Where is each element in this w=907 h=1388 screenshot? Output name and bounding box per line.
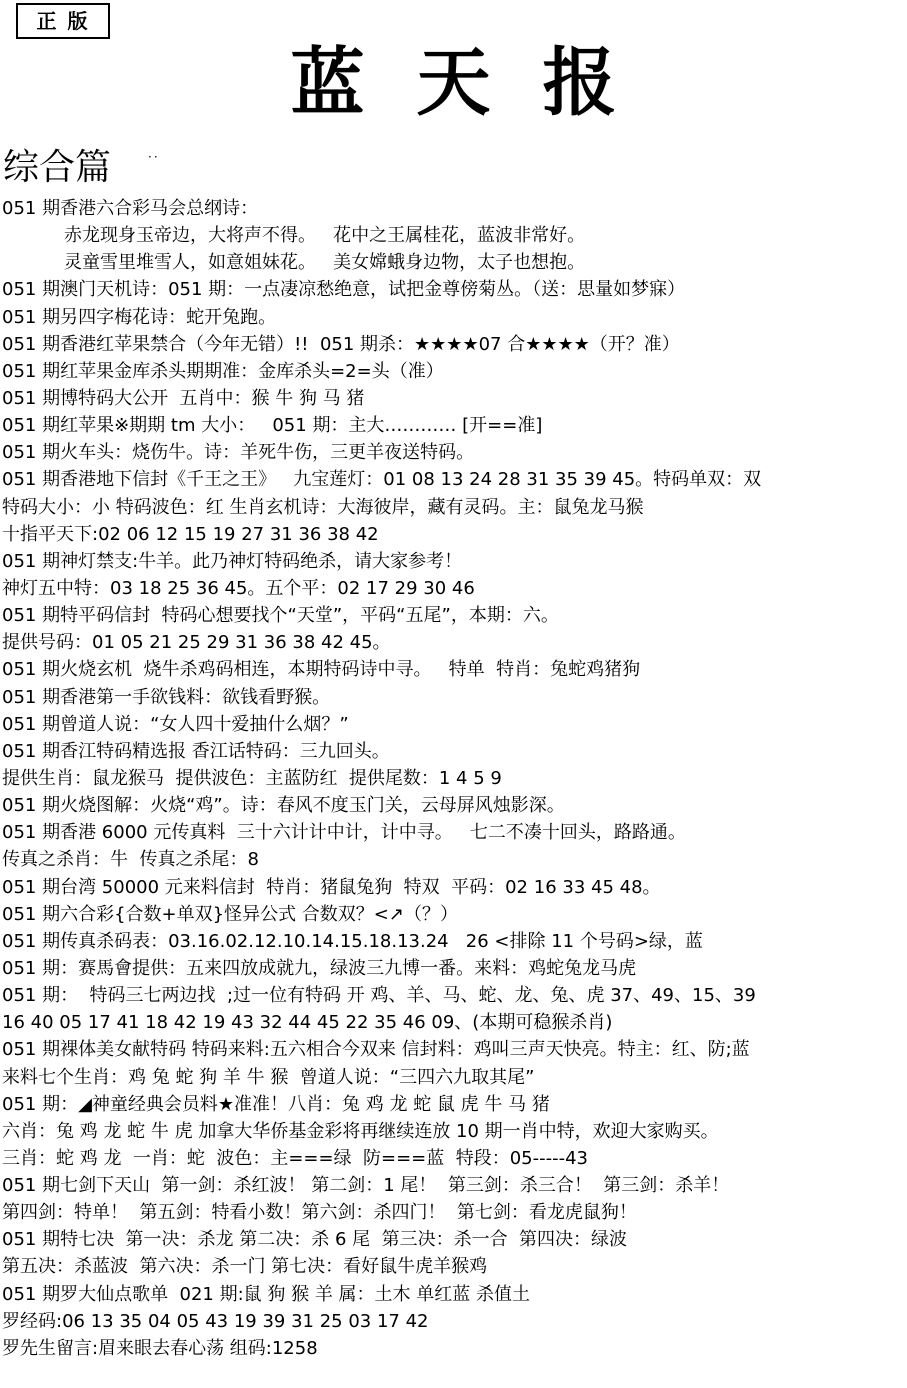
text-line: 051 期澳门天机诗：051 期：一点凄凉愁绝意，试把金尊傍菊丛。（送：思量如梦寐） <box>2 279 686 301</box>
text-line: 罗先生留言:眉来眼去春心荡 组码:1258 <box>2 1337 318 1359</box>
text-line: 提供号码：01 05 21 25 29 31 36 38 42 45。 <box>2 632 391 654</box>
text-line: 051 期另四字梅花诗：蛇开兔跑。 <box>2 306 277 328</box>
text-line: 特码大小：小 特码波色：红 生肖玄机诗：大海彼岸，藏有灵码。主：鼠兔龙马猴 <box>2 496 644 518</box>
text-line: 十指平天下:02 06 12 15 19 27 31 36 38 42 <box>2 523 379 545</box>
edition-badge: 正 版 <box>16 3 110 39</box>
text-line: 051 期七剑下天山 第一剑：杀红波！ 第二剑：1 尾！ 第三剑：杀三合！ 第三剑：杀羊！ <box>2 1175 730 1197</box>
text-line: 051 期特平码信封 特码心想要找个“天堂”，平码“五尾”，本期：六。 <box>2 605 559 627</box>
text-line: 051 期六合彩{合数+单双}怪异公式 合数双？<↗（？） <box>2 903 458 925</box>
text-line: 051 期台湾 50000 元来料信封 特肖：猪鼠兔狗 特双 平码：02 16 33 45 48。 <box>2 876 661 898</box>
text-line: 提供生肖：鼠龙猴马 提供波色：主蓝防红 提供尾数：1 4 5 9 <box>2 767 502 789</box>
text-line: 051 期特七决 第一决：杀龙 第二决：杀 6 尾 第三决：杀一合 第四决：绿波 <box>2 1229 628 1251</box>
text-line: 051 期火烧玄机 烧牛杀鸡码相连，本期特码诗中寻。 特单 特肖：兔蛇鸡猪狗 <box>2 659 641 681</box>
text-line: 051 期博特码大公开 五肖中：猴 牛 狗 马 猪 <box>2 387 365 409</box>
text-line: 051 期：◢神童经典会员料★准准！八肖：兔 鸡 龙 蛇 鼠 虎 牛 马 猪 <box>2 1093 550 1115</box>
text-line: 051 期红苹果金库杀头期期准：金库杀头=2=头（准） <box>2 360 444 382</box>
text-line: 051 期裸体美女献特码 特码来料:五六相合今双来 信封料：鸡叫三声天快亮。特主：红、防;蓝 <box>2 1039 750 1061</box>
text-line: 051 期香江特码精选报 香江话特码：三九回头。 <box>2 740 390 762</box>
text-line: 第四剑：特单！ 第五剑：特看小数！第六剑：杀四门！ 第七剑：看龙虎鼠狗！ <box>2 1202 637 1224</box>
text-line: 051 期：赛馬會提供：五来四放成就九，绿波三九博一番。来料：鸡蛇兔龙马虎 <box>2 957 637 979</box>
text-line: 051 期： 特码三七两边找 ;过一位有特码 开 鸡、羊、马、蛇、龙、兔、虎 37、49、15、39 <box>2 985 756 1007</box>
text-line: 灵童雪里堆雪人，如意姐妹花。 美女嫦蛾身边物，太子也想抱。 <box>64 252 586 274</box>
text-line: 051 期神灯禁支:牛羊。此乃神灯特码绝杀，请大家参考！ <box>2 550 463 572</box>
text-line: 来料七个生肖：鸡 兔 蛇 狗 羊 牛 猴 曾道人说：“三四六九取其尾” <box>2 1066 535 1088</box>
text-line: 051 期传真杀码表：03.16.02.12.10.14.15.18.13.24 26 <排除 11 个号码>绿，蓝 <box>2 930 703 952</box>
text-line: 051 期香港红苹果禁合（今年无错）!! 051 期杀：★★★★07 合★★★★（开？准） <box>2 333 680 355</box>
text-line: 051 期火烧图解：火烧“鸡”。诗：春风不度玉门关，云母屏风烛影深。 <box>2 795 565 817</box>
text-line: 051 期香港 6000 元传真料 三十六计计中计，计中寻。 七二不凑十回头，路路通。 <box>2 822 686 844</box>
content-lines <box>2 195 902 1362</box>
text-line: 第五决：杀蓝波 第六决：杀一门 第七决：看好鼠牛虎羊猴鸡 <box>2 1256 488 1278</box>
text-line: 赤龙现身玉帝边，大将声不得。 花中之王属桂花，蓝波非常好。 <box>64 225 586 247</box>
text-line: 罗经码:06 13 35 04 05 43 19 39 31 25 03 17 42 <box>2 1310 429 1332</box>
text-line: 六肖：兔 鸡 龙 蛇 牛 虎 加拿大华侨基金彩将再继续连放 10 期一肖中特，欢迎大家购买。 <box>2 1120 719 1142</box>
page-title: 蓝天报 <box>290 40 669 126</box>
section-mark: ·· <box>148 150 160 164</box>
section-title: 综合篇 <box>3 147 112 188</box>
text-line: 051 期香港六合彩马会总纲诗： <box>2 198 259 219</box>
text-line: 16 40 05 17 41 18 42 19 43 32 44 45 22 35 46 09、(本期可稳猴杀肖) <box>2 1012 613 1034</box>
text-line: 051 期香港地下信封《千王之王》 九宝莲灯：01 08 13 24 28 31 35 39 45。特码单双：双 <box>2 469 762 491</box>
text-line: 051 期火车头：烧伤牛。诗：羊死牛伤，三更羊夜送特码。 <box>2 442 475 464</box>
text-line: 神灯五中特：03 18 25 36 45。五个平：02 17 29 30 46 <box>2 577 475 599</box>
text-line: 051 期罗大仙点歌单 021 期:鼠 狗 猴 羊 属：土木 单红蓝 杀值土 <box>2 1283 530 1305</box>
text-line: 051 期曾道人说：“女人四十爱抽什么烟？” <box>2 713 349 735</box>
text-line: 三肖：蛇 鸡 龙 一肖：蛇 波色：主===绿 防===蓝 特段：05-----43 <box>2 1147 588 1169</box>
text-line: 051 期红苹果※期期 tm 大小： 051 期：主大………… [开==准] <box>2 415 543 437</box>
text-line: 051 期香港第一手欲钱料：欲钱看野猴。 <box>2 686 331 708</box>
text-line: 传真之杀肖：牛 传真之杀尾：8 <box>2 849 259 871</box>
